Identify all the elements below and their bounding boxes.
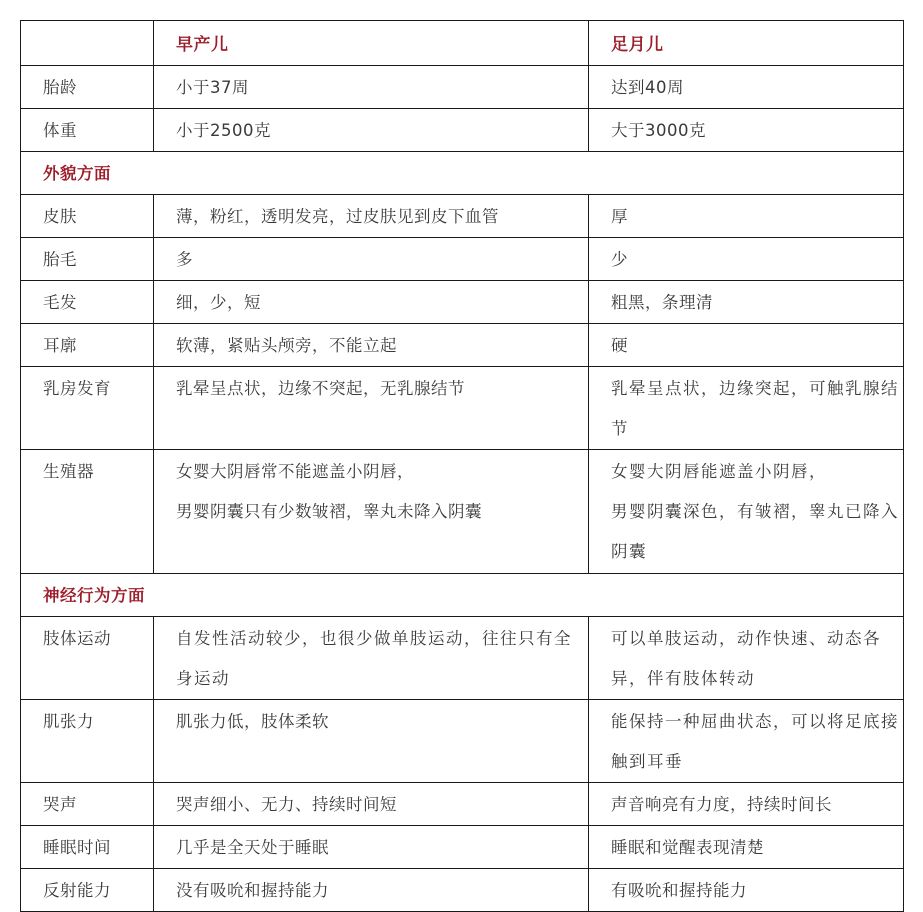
fullterm-cell: 可以单肢运动，动作快速、动态各异，伴有肢体转动 xyxy=(589,617,904,700)
row-label: 皮肤 xyxy=(21,195,154,238)
table-row xyxy=(21,109,904,152)
section-row-appearance xyxy=(21,152,904,195)
row-label: 乳房发育 xyxy=(21,367,154,450)
preterm-cell xyxy=(154,450,589,574)
section-row-neuro xyxy=(21,574,904,617)
table-row xyxy=(21,66,904,109)
preterm-cell: 哭声细小、无力、持续时间短 xyxy=(154,783,589,826)
fullterm-cell: 有吸吮和握持能力 xyxy=(589,869,904,912)
table-row xyxy=(21,869,904,912)
row-label: 耳廓 xyxy=(21,324,154,367)
fullterm-cell: 声音响亮有力度，持续时间长 xyxy=(589,783,904,826)
header-row xyxy=(21,21,904,66)
preterm-cell: 自发性活动较少，也很少做单肢运动，往往只有全身运动 xyxy=(154,617,589,700)
fullterm-cell: 少 xyxy=(589,238,904,281)
fullterm-cell: 乳晕呈点状，边缘突起，可触乳腺结节 xyxy=(589,367,904,450)
preterm-cell: 几乎是全天处于睡眠 xyxy=(154,826,589,869)
preterm-line: 男婴阴囊只有少数皱褶，睾丸未降入阴囊 xyxy=(176,502,482,521)
preterm-cell: 肌张力低，肢体柔软 xyxy=(154,700,589,783)
table-row xyxy=(21,324,904,367)
row-label: 胎龄 xyxy=(21,66,154,109)
row-label: 胎毛 xyxy=(21,238,154,281)
table-row xyxy=(21,700,904,783)
table-row xyxy=(21,281,904,324)
section-title-neuro: 神经行为方面 xyxy=(21,574,904,617)
fullterm-cell: 达到40周 xyxy=(589,66,904,109)
preterm-cell: 小于2500克 xyxy=(154,109,589,152)
preterm-cell: 乳晕呈点状，边缘不突起，无乳腺结节 xyxy=(154,367,589,450)
fullterm-cell: 硬 xyxy=(589,324,904,367)
row-label: 哭声 xyxy=(21,783,154,826)
fullterm-cell: 厚 xyxy=(589,195,904,238)
preterm-cell: 小于37周 xyxy=(154,66,589,109)
preterm-cell: 软薄，紧贴头颅旁，不能立起 xyxy=(154,324,589,367)
preterm-cell: 薄，粉红，透明发亮，过皮肤见到皮下血管 xyxy=(154,195,589,238)
fullterm-cell: 大于3000克 xyxy=(589,109,904,152)
table-row xyxy=(21,367,904,450)
preterm-cell: 细，少，短 xyxy=(154,281,589,324)
table-row xyxy=(21,195,904,238)
section-title-appearance: 外貌方面 xyxy=(21,152,904,195)
row-label: 睡眠时间 xyxy=(21,826,154,869)
table-row xyxy=(21,617,904,700)
fullterm-line: 女婴大阴唇能遮盖小阴唇， xyxy=(611,462,827,481)
row-label: 肢体运动 xyxy=(21,617,154,700)
header-fullterm: 足月儿 xyxy=(589,21,904,66)
fullterm-cell: 睡眠和觉醒表现清楚 xyxy=(589,826,904,869)
row-label: 体重 xyxy=(21,109,154,152)
table-row xyxy=(21,826,904,869)
row-label: 反射能力 xyxy=(21,869,154,912)
comparison-table xyxy=(20,20,904,912)
comparison-table-wrapper xyxy=(20,20,904,912)
preterm-line: 女婴大阴唇常不能遮盖小阴唇， xyxy=(176,462,414,481)
row-label: 毛发 xyxy=(21,281,154,324)
fullterm-line: 男婴阴囊深色，有皱褶，睾丸已降入阴囊 xyxy=(611,502,899,561)
preterm-cell: 多 xyxy=(154,238,589,281)
row-label: 肌张力 xyxy=(21,700,154,783)
fullterm-cell: 粗黑，条理清 xyxy=(589,281,904,324)
header-preterm: 早产儿 xyxy=(154,21,589,66)
row-label: 生殖器 xyxy=(21,450,154,574)
table-row xyxy=(21,783,904,826)
table-row xyxy=(21,450,904,574)
fullterm-cell xyxy=(589,450,904,574)
header-empty-cell xyxy=(21,21,154,66)
fullterm-cell: 能保持一种屈曲状态，可以将足底接触到耳垂 xyxy=(589,700,904,783)
table-row xyxy=(21,238,904,281)
preterm-cell: 没有吸吮和握持能力 xyxy=(154,869,589,912)
